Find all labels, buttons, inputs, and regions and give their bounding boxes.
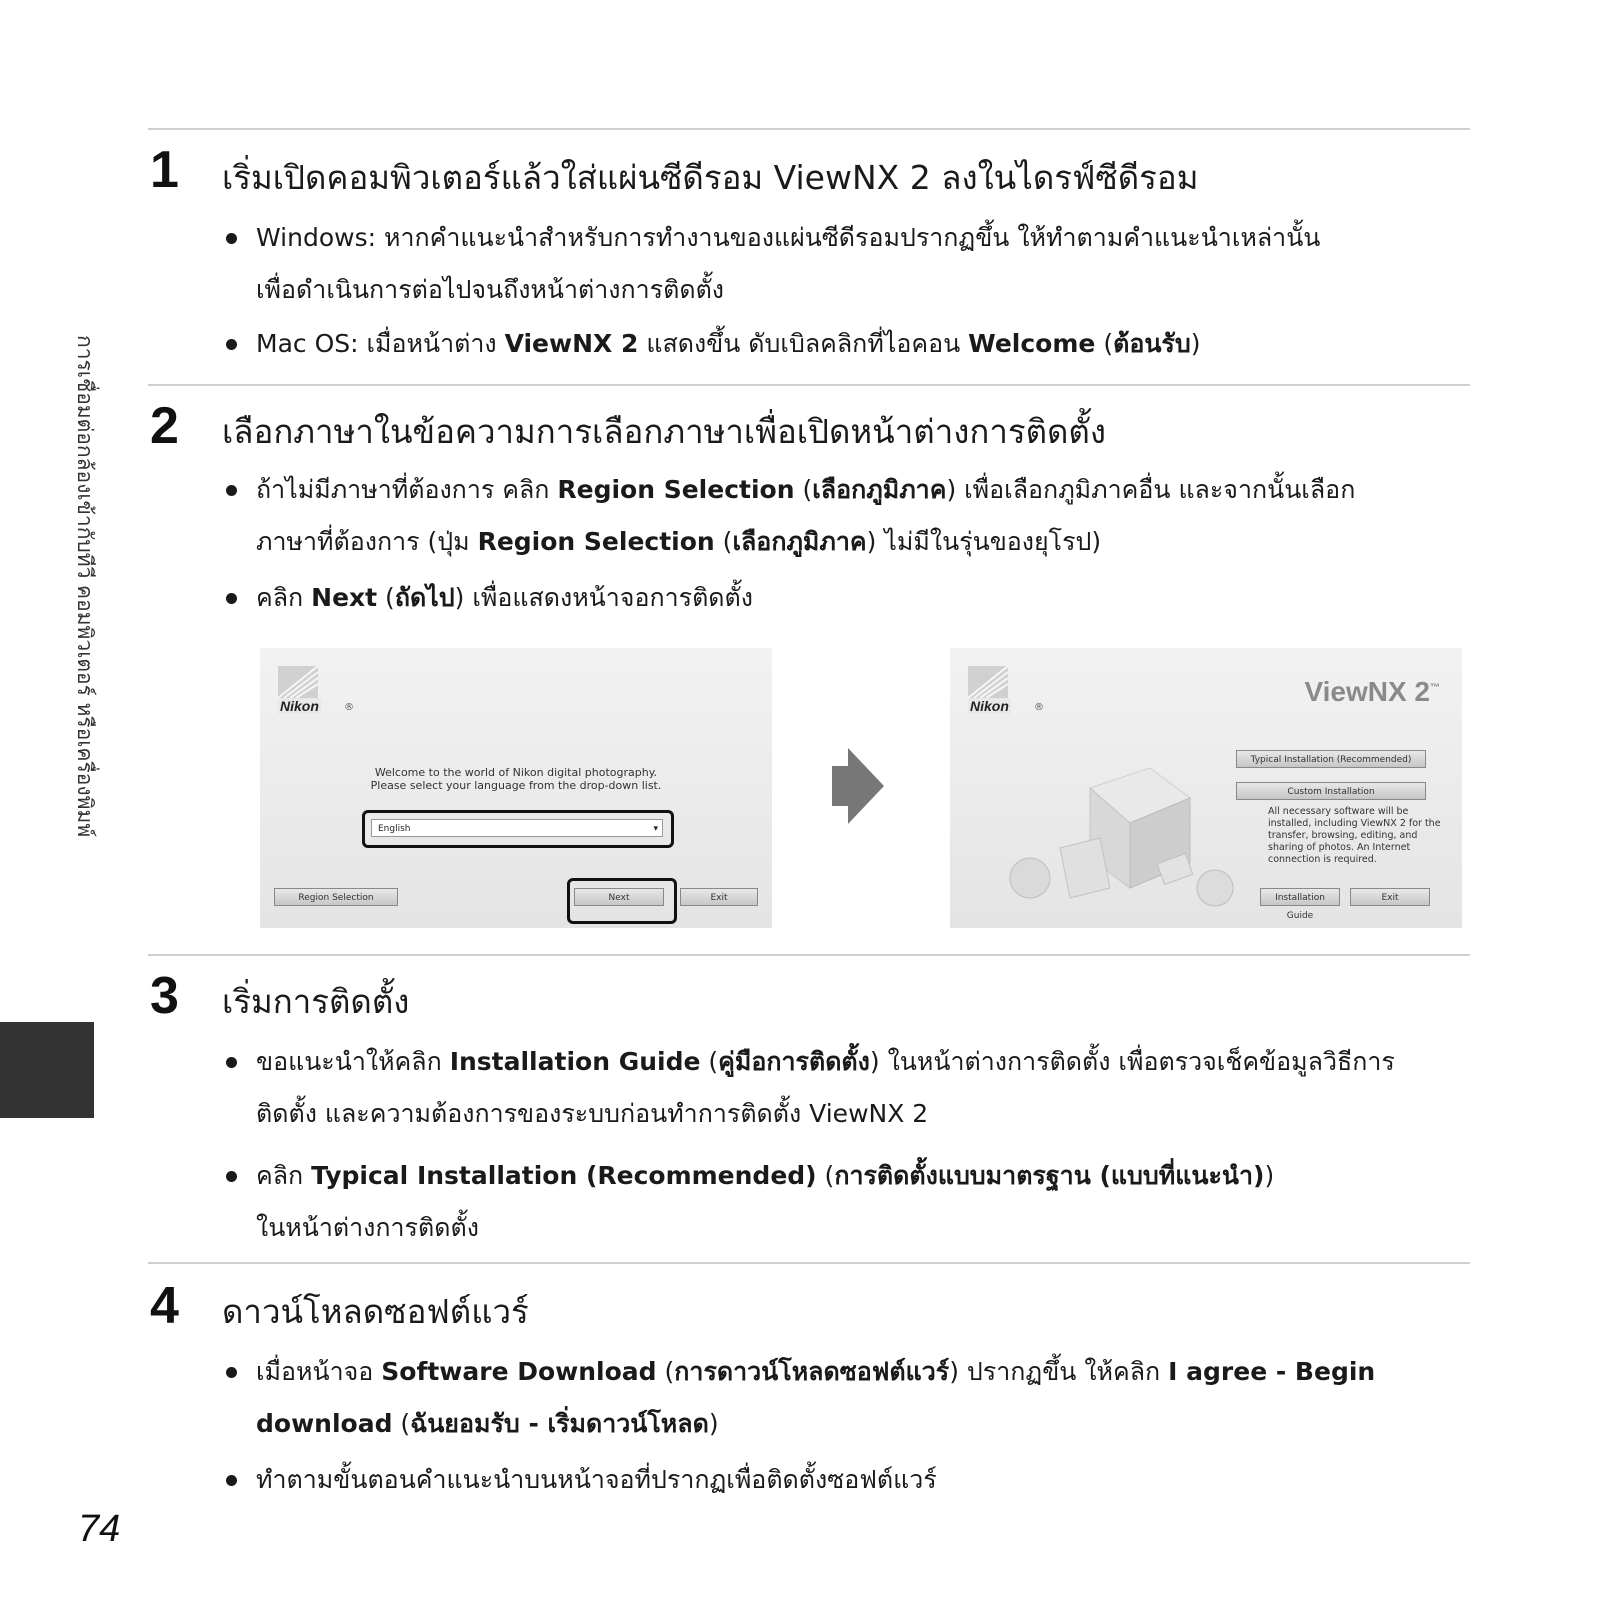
step-4-bullet-download: เมื่อหน้าจอ Software Download (การดาวน์โหลดซอฟต์แวร์) ปรากฏขึ้น ให้คลิก I agree - Begin download (ฉันยอมรับ - เริ่มดาวน์โหลด)	[226, 1346, 1456, 1450]
bullet-dot	[226, 485, 237, 496]
step-4-number: 4	[150, 1277, 179, 1335]
divider	[148, 1262, 1470, 1264]
step-4-title: ดาวน์โหลดซอฟต์แวร์	[222, 1292, 529, 1331]
step-2-bullet-next: คลิก Next (ถัดไป) เพื่อแสดงหน้าจอการติดตั้ง	[226, 572, 1456, 624]
exit-button[interactable]: Exit	[680, 888, 758, 906]
arrow-right-icon	[832, 748, 884, 824]
step-3-number: 3	[150, 967, 179, 1025]
language-dropdown-highlight	[362, 810, 674, 848]
typical-installation-button[interactable]: Typical Installation (Recommended)	[1236, 750, 1426, 768]
bullet-dot	[226, 1057, 237, 1068]
section-tab-marker	[0, 1022, 94, 1118]
language-select[interactable]: English ▾	[371, 819, 663, 837]
language-selection-screenshot	[260, 648, 772, 928]
step-2-number: 2	[150, 397, 179, 455]
step-3-title: เริ่มการติดตั้ง	[222, 982, 410, 1021]
bullet-dot	[226, 1171, 237, 1182]
registered-mark: ®	[1034, 702, 1044, 713]
divider	[148, 384, 1470, 386]
nikon-logo	[278, 666, 336, 724]
step-4-bullet-follow: ทำตามขั้นตอนคำแนะนำบนหน้าจอที่ปรากฏเพื่อติดตั้งซอฟต์แวร์	[226, 1454, 1456, 1506]
region-selection-button[interactable]: Region Selection	[274, 888, 398, 906]
bullet-dot	[226, 233, 237, 244]
divider	[148, 954, 1470, 956]
bullet-dot	[226, 593, 237, 604]
nikon-brand-text: Nikon	[280, 698, 319, 714]
page-number: 74	[78, 1508, 121, 1550]
installation-guide-button[interactable]: Installation Guide	[1260, 888, 1340, 906]
installation-description: All necessary software will be installed, including ViewNX 2 for the transfer, browsing, editing, and sharing of photos. An Internet connection is required.	[1268, 806, 1441, 865]
installer-exit-button[interactable]: Exit	[1350, 888, 1430, 906]
next-button[interactable]: Next	[574, 888, 664, 906]
section-side-label: การเชื่อมต่อกล้องเข้ากับทีวี คอมพิวเตอร์ หรือเครื่องพิมพ์	[73, 335, 97, 838]
bullet-dot	[226, 1475, 237, 1486]
nikon-logo	[968, 666, 1026, 724]
welcome-message: Welcome to the world of Nikon digital photography. Please select your language from the drop-down list.	[370, 766, 662, 792]
nikon-brand-text: Nikon	[970, 698, 1009, 714]
step-1-number: 1	[150, 141, 179, 199]
step-2-bullet-region: ถ้าไม่มีภาษาที่ต้องการ คลิก Region Selection (เลือกภูมิภาค) เพื่อเลือกภูมิภาคอื่น และจากนั้นเลือก ภาษาที่ต้องการ (ปุ่ม Region Selection (เลือกภูมิภาค) ไม่มีในรุ่นของยุโรป)	[226, 464, 1456, 568]
dropdown-arrow-icon: ▾	[653, 824, 658, 834]
custom-installation-button[interactable]: Custom Installation	[1236, 782, 1426, 800]
installer-screenshot	[950, 648, 1462, 928]
step-1-title: เริ่มเปิดคอมพิวเตอร์แล้วใส่แผ่นซีดีรอม ViewNX 2 ลงในไดรฟ์ซีดีรอม	[222, 158, 1199, 197]
divider	[148, 128, 1470, 130]
product-title: ViewNX 2™	[1304, 676, 1440, 707]
registered-mark: ®	[344, 702, 354, 713]
step-3-bullet-typical: คลิก Typical Installation (Recommended) (การติดตั้งแบบมาตรฐาน (แบบที่แนะนำ)) ในหน้าต่างการติดตั้ง	[226, 1150, 1456, 1254]
step-1-bullet-windows: Windows: หากคำแนะนำสำหรับการทำงานของแผ่นซีดีรอมปรากฏขึ้น ให้ทำตามคำแนะนำเหล่านั้น เพื่อดำเนินการต่อไปจนถึงหน้าต่างการติดตั้ง	[226, 212, 1456, 316]
bullet-dot	[226, 1367, 237, 1378]
step-1-bullet-mac: Mac OS: เมื่อหน้าต่าง ViewNX 2 แสดงขึ้น ดับเบิลคลิกที่ไอคอน Welcome (ต้อนรับ)	[226, 318, 1456, 370]
step-2-title: เลือกภาษาในข้อความการเลือกภาษาเพื่อเปิดหน้าต่างการติดตั้ง	[222, 412, 1106, 451]
bullet-dot	[226, 339, 237, 350]
software-illustration	[980, 748, 1240, 918]
step-3-bullet-guide: ขอแนะนำให้คลิก Installation Guide (คู่มือการติดตั้ง) ในหน้าต่างการติดตั้ง เพื่อตรวจเช็คข้อมูลวิธีการ ติดตั้ง และความต้องการของระบบก่อนทำการติดตั้ง ViewNX 2	[226, 1036, 1456, 1140]
